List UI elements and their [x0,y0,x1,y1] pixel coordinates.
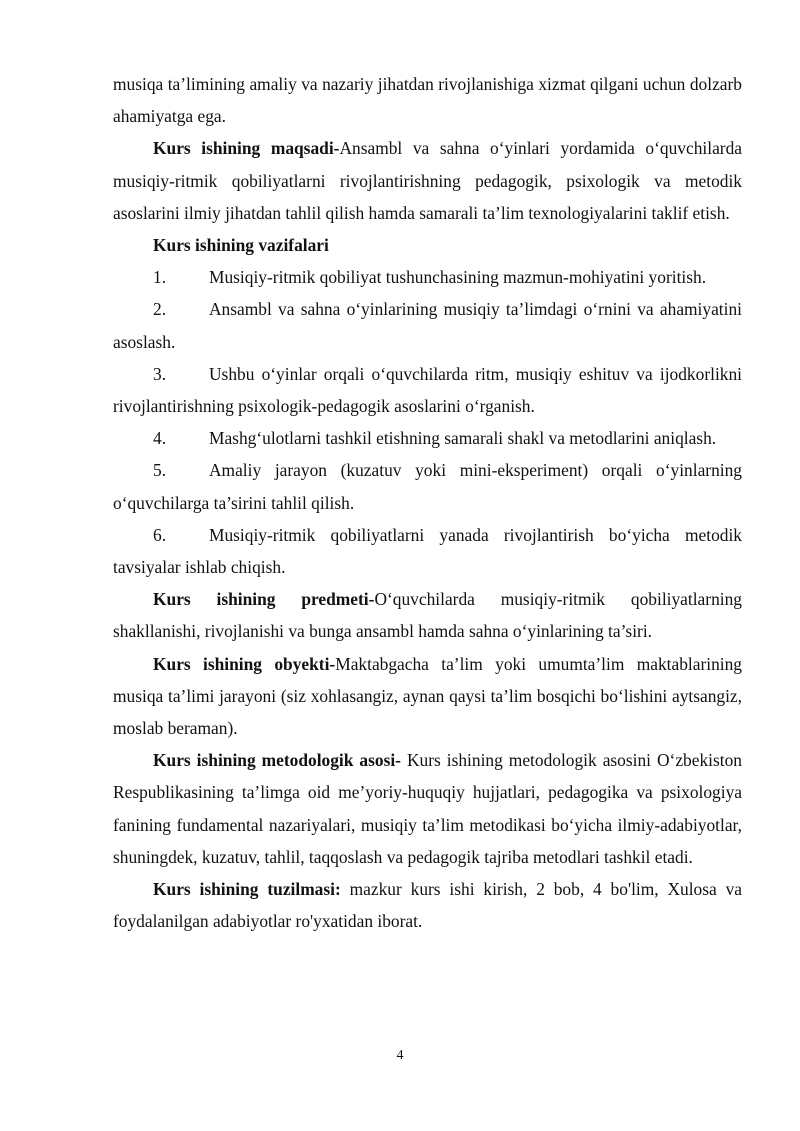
tasks-heading [113,229,742,261]
paragraph-goal [113,132,742,229]
structure-text: mazkur kurs ishi kirish, 2 bob, 4 bo'lim, Xulosa va foydalanilgan adabiyotlar ro'yxatidan iborat. [113,879,742,932]
subject-text: O‘quvchilarda musiqiy-ritmik qobiliyatlarning shakllanishi, rivojlanishi va bunga ansambl hamda sahna o‘yinlarining ta’siri. [113,589,742,642]
task-item-4 [113,422,742,454]
task-item-6 [113,519,742,583]
subject-heading: Kurs ishining predmeti- [153,589,375,610]
paragraph-methodology [113,744,742,873]
paragraph-intro-continuation: musiqa ta’limining amaliy va nazariy jihatdan rivojlanishiga xizmat qilgani uchun dolzarb ahamiyatga ega. [113,74,742,127]
methodology-heading: Kurs ishining metodologik asosi- [153,750,401,771]
task-number: 4. [153,428,167,449]
task-text: Musiqiy-ritmik qobiliyatlarni yanada rivojlantirish bo‘yicha metodik tavsiyalar ishlab chiqish. [113,524,742,578]
structure-heading: Kurs ishining tuzilmasi: [153,879,341,900]
object-text: Maktabgacha ta’lim yoki umumta’lim maktablarining musiqa ta’limi jarayoni (siz xohlasangiz, aynan qaysi ta’lim bosqichi bo‘lishini aytsangiz, moslab beraman). [113,653,742,739]
task-text: Musiqiy-ritmik qobiliyat tushunchasining mazmun-mohiyatini yoritish. [209,267,707,288]
page-number: 4 [396,1048,404,1063]
object-heading: Kurs ishining obyekti- [153,653,336,674]
task-text: Ushbu o‘yinlar orqali o‘quvchilarda ritm, musiqiy eshituv va ijodkorlikni rivojlantirishning psixologik-pedagogik asoslarini o‘rganish. [113,363,742,417]
task-number: 2. [153,299,167,320]
task-number: 1. [153,267,167,288]
task-text: Amaliy jarayon (kuzatuv yoki mini-eksperiment) orqali o‘yinlarning o‘quvchilarga ta’sirini tahlil qilish. [113,460,742,513]
task-item-3 [113,358,742,422]
task-number: 6. [153,524,167,545]
paragraph-structure [113,873,742,937]
document-body [113,68,742,937]
paragraph-subject [113,583,742,647]
task-item-2 [113,293,742,357]
task-item-5 [113,454,742,518]
goal-heading: Kurs ishining maqsadi- [153,138,340,159]
task-number: 3. [153,363,167,384]
task-item-1 [113,261,742,293]
goal-text: Ansambl va sahna o‘yinlari yordamida o‘quvchilarda musiqiy-ritmik qobiliyatlarni rivojlantirishning pedagogik, psixologik va metodik asoslarini ilmiy jihatdan tahlil qilish hamda samarali ta’lim texnologiyalarini taklif etish. [113,138,743,223]
paragraph-object [113,648,742,745]
task-text: Mashg‘ulotlarni tashkil etishning samarali shakl va metodlarini aniqlash. [209,428,717,449]
task-text: Ansambl va sahna o‘yinlarining musiqiy ta’limdagi o‘rnini va ahamiyatini asoslash. [113,299,742,352]
task-number: 5. [153,460,167,481]
methodology-text: Kurs ishining metodologik asosini O‘zbekiston Respublikasining ta’limga oid me’yoriy-huquqiy hujjatlari, pedagogika va psixologiya fanining fundamental nazariyalari, musiqiy ta’lim metodikasi bo‘yicha ilmiy-adabiyotlar, shuningdek, kuzatuv, tahlil, taqqoslash va pedagogik tajriba metodlari tashkil etadi. [113,750,742,867]
tasks-heading-text: Kurs ishining vazifalari [153,235,329,256]
